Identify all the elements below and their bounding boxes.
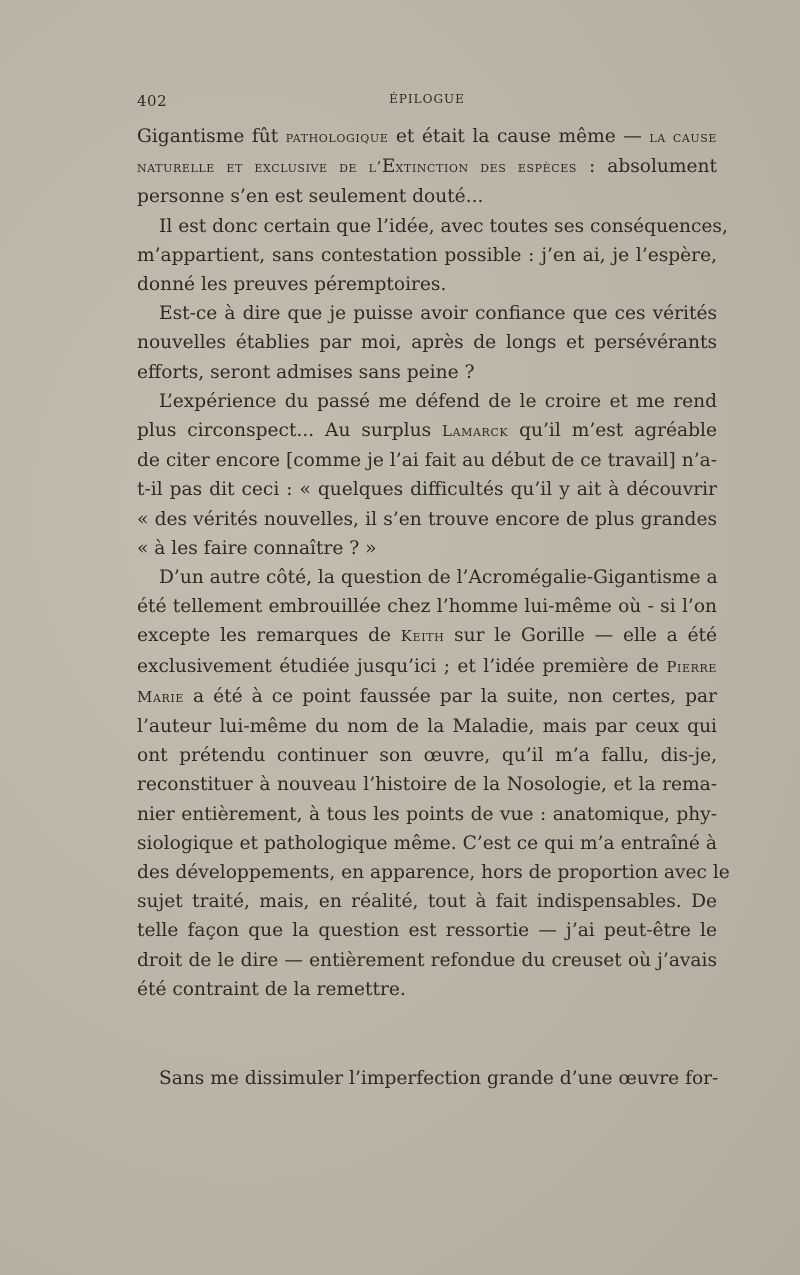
text-line [137,446,717,475]
small-caps-text: la cause [649,128,718,146]
text-run: efforts, seront admises sans peine ? [137,361,475,383]
text-line [137,416,717,446]
text-line [137,212,728,241]
text-line [137,182,717,211]
text-line [137,358,717,387]
small-caps-text: xtinction des espèces [395,158,578,177]
text-line [137,770,717,799]
text-run: nouvelles établies par moi, après de longs et persévérants [137,332,717,354]
text-run: D’un autre côté, la question de l’Acromégalie-Gigantisme a [159,567,718,589]
text-line [137,741,717,770]
text-run: qu’il m’est agréable [508,420,717,442]
text-run: reconstituer à nouveau l’histoire de la Nosologie, et la rema- [137,774,717,796]
running-head: ÉPILOGUE [389,92,465,106]
small-caps-text: pathologique [285,128,389,146]
text-run: été contraint de la remettre. [137,978,406,1000]
small-caps-text: Lamarck [442,422,509,441]
text-run: l’auteur lui-même du nom de la Maladie, mais par ceux qui [137,716,717,738]
text-run: Gigantisme fût [137,126,286,147]
text-run: sujet traité, mais, en réalité, tout à fait indispensables. De [137,891,717,913]
text-line [137,712,717,741]
text-run: E [381,156,396,178]
text-line [137,682,717,712]
text-run: « des vérités nouvelles, il s’en trouve encore de plus grandes [137,508,717,530]
text-run: excepte les remarques de [137,625,401,647]
text-line [137,887,717,916]
small-caps-text: Keith [400,627,445,646]
small-caps-text: naturelle et exclusive de l’ [137,158,382,177]
text-run: siologique et pathologique même. C’est ce qui m’a entraîné à [137,832,717,854]
text-run: a été à ce point faussée par la suite, non certes, par [183,685,717,707]
text-run: et était la cause même — [388,126,650,147]
text-run: de citer encore [comme je l’ai fait au début de ce travail] n’a- [137,450,717,472]
text-run: personne s’en est seulement douté... [137,186,484,208]
text-run: droit de le dire — entièrement refondue du creuset où j’avais [137,949,717,971]
page-header [137,92,717,122]
text-run: L’expérience du passé me défend de le croire et me rend [159,390,717,412]
text-line [137,975,717,1004]
text-run: donné les preuves péremptoires. [137,274,447,296]
text-run: nier entièrement, à tous les points de vue : anatomique, phy- [137,803,717,825]
small-caps-text: Marie [137,687,184,706]
text-run: des développements, en apparence, hors de proportion avec le [137,862,730,884]
text-line [137,946,717,975]
text-line [137,1064,717,1093]
text-line [137,592,717,621]
book-page [137,92,730,1093]
text-line [137,241,717,270]
text-line [137,270,717,299]
text-run: exclusivement étudiée jusqu’ici ; et l’idée première de [137,655,667,677]
text-run: plus circonspect... Au surplus [137,420,443,442]
text-line [137,800,717,829]
body-text [137,122,730,1093]
text-run: « à les faire connaître ? » [137,537,377,559]
section-break [137,1004,717,1064]
text-run: telle façon que la question est ressortie — j’ai peut-être le [137,920,717,942]
text-line [137,475,717,504]
text-line [137,563,717,592]
text-run: Il est donc certain que l’idée, avec toutes ses conséquences, [159,215,728,237]
text-line [137,505,717,534]
text-run: sur le Gorille — elle a été [444,625,717,647]
text-line [137,534,717,563]
text-run: été tellement embrouillée chez l’homme lui-même où - si l’on [137,596,717,618]
text-line [137,829,717,858]
small-caps-text: Pierre [666,657,717,676]
text-line [137,652,717,682]
text-line [137,387,717,416]
text-line [137,299,717,328]
text-run: t-il pas dit ceci : « quelques difficultés qu’il y ait à découvrir [137,479,717,501]
text-line [137,152,717,182]
text-line [137,122,717,152]
text-run: ont prétendu continuer son œuvre, qu’il m’a fallu, dis-je, [137,745,717,767]
text-run: m’appartient, sans contestation possible : j’en ai, je l’espère, [137,244,717,266]
text-line [137,621,717,651]
page-number: 402 [137,92,168,110]
text-run: : absolument [577,156,717,178]
text-line [137,916,717,945]
text-run: Sans me dissimuler l’imperfection grande d’une œuvre for- [159,1068,719,1090]
text-run: Est-ce à dire que je puisse avoir confiance que ces vérités [159,303,717,325]
text-line [137,858,730,887]
text-line [137,328,717,357]
